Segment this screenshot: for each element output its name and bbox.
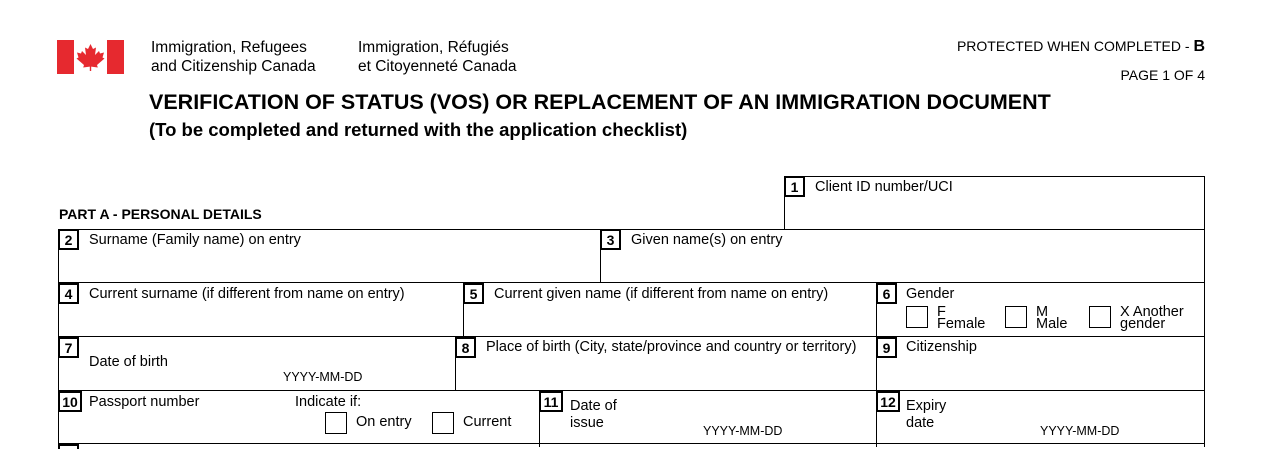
field-3-label: Given name(s) on entry: [631, 232, 783, 248]
gender-female-code: F: [937, 304, 946, 320]
field-7-number: 7: [58, 337, 79, 358]
field-3-number: 3: [600, 229, 621, 250]
dept-fr-line-1: Immigration, Réfugiés: [358, 39, 509, 56]
given-names-on-entry-input[interactable]: [606, 255, 1198, 277]
field-12-label: [906, 398, 946, 432]
part-a-title: PART A - PERSONAL DETAILS: [59, 206, 262, 222]
date-of-issue-input[interactable]: [640, 402, 870, 422]
canada-flag-logo: [57, 40, 124, 74]
protected-notice: [957, 38, 1205, 56]
gender-female-text: Female: [937, 316, 986, 332]
field-6-label: Gender: [906, 286, 955, 302]
gender-male-checkbox[interactable]: [1005, 306, 1027, 328]
place-of-birth-input[interactable]: [461, 362, 870, 384]
field-11-label-line-1: Date of: [570, 398, 617, 414]
protected-level: B: [1193, 38, 1205, 55]
passport-number-input[interactable]: [64, 416, 314, 438]
field-12-label-line-1: Expiry: [906, 398, 947, 414]
expiry-date-input[interactable]: [970, 402, 1198, 422]
citizenship-input[interactable]: [882, 362, 1198, 384]
department-name-english: [151, 38, 316, 76]
gender-another-text: gender: [1120, 316, 1166, 332]
dept-fr-line-2: et Citoyenneté Canada: [358, 58, 517, 75]
passport-on-entry-checkbox[interactable]: [325, 412, 347, 434]
field-10-label: Passport number: [89, 394, 200, 410]
field-8-label: Place of birth (City, state/province and country or territory): [486, 339, 857, 355]
field-11-label-line-2: issue: [570, 415, 604, 431]
current-surname-input[interactable]: [64, 309, 457, 331]
passport-indicate-label: Indicate if:: [295, 394, 362, 410]
field-12-number: 12: [876, 391, 900, 412]
field-1-label: Client ID number/UCI: [815, 179, 953, 195]
passport-current-label: Current: [463, 414, 512, 430]
field-6-number: 6: [876, 283, 897, 304]
field-5-number: 5: [463, 283, 484, 304]
gender-another-code: X Another: [1120, 304, 1184, 320]
gender-male-label: [1036, 306, 1067, 330]
field-11-date-format: YYYY-MM-DD: [703, 424, 783, 438]
field-1-number: 1: [784, 176, 805, 197]
gender-female-label: [937, 306, 985, 330]
gender-male-code: M: [1036, 304, 1049, 320]
dept-en-line-2: and Citizenship Canada: [151, 58, 316, 75]
department-name-french: [358, 38, 517, 76]
field-7-date-format: YYYY-MM-DD: [283, 370, 363, 384]
field-5-label: Current given name (if different from name on entry): [494, 286, 829, 302]
form-title: VERIFICATION OF STATUS (VOS) OR REPLACEMENT OF AN IMMIGRATION DOCUMENT: [149, 90, 1051, 114]
field-9-number: 9: [876, 337, 897, 358]
field-8-number: 8: [455, 337, 476, 358]
client-id-input[interactable]: [790, 203, 1198, 225]
gender-another-checkbox[interactable]: [1089, 306, 1111, 328]
date-of-birth-input[interactable]: [185, 350, 449, 370]
field-2-number: 2: [58, 229, 79, 250]
field-2-label: Surname (Family name) on entry: [89, 232, 301, 248]
field-4-number: 4: [58, 283, 79, 304]
passport-current-checkbox[interactable]: [432, 412, 454, 434]
field-12-label-line-2: date: [906, 415, 935, 431]
gender-another-label: [1120, 306, 1184, 330]
field-12-date-format: YYYY-MM-DD: [1040, 424, 1120, 438]
dept-en-line-1: Immigration, Refugees: [151, 39, 307, 56]
current-given-name-input[interactable]: [469, 309, 870, 331]
gender-female-checkbox[interactable]: [906, 306, 928, 328]
field-7-label: Date of birth: [89, 354, 168, 370]
surname-on-entry-input[interactable]: [64, 255, 594, 277]
form-subtitle: (To be completed and returned with the application checklist): [149, 119, 688, 140]
page-count: PAGE 1 OF 4: [1120, 67, 1205, 83]
field-11-label: [570, 398, 617, 432]
gender-male-text: Male: [1036, 316, 1068, 332]
field-4-label: Current surname (if different from name on entry): [89, 286, 405, 302]
field-10-number: 10: [58, 391, 82, 412]
field-11-number: 11: [539, 391, 563, 412]
protected-text: PROTECTED WHEN COMPLETED -: [956, 38, 1194, 54]
field-9-label: Citizenship: [906, 339, 977, 355]
passport-on-entry-label: On entry: [356, 414, 412, 430]
